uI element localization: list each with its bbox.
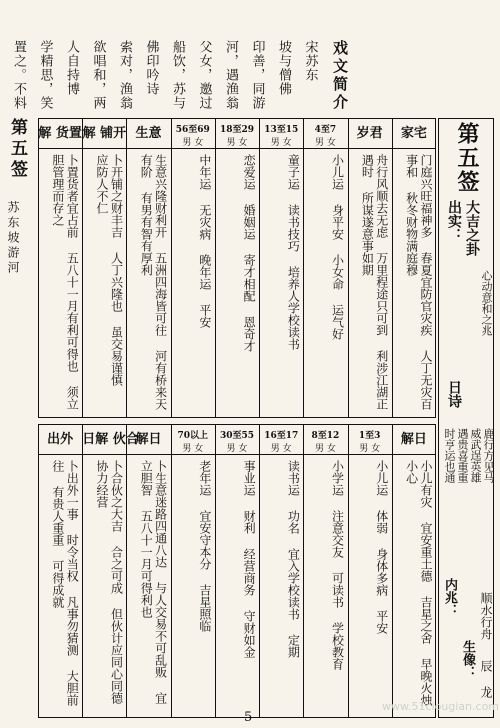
grid-header: 18至29	[219, 125, 255, 135]
grid-cell-text: 中年运 无灾病 晚年运 平安	[197, 154, 212, 328]
grid-cell-text: 生意兴隆财利开 五洲四海皆可往 河有桥来天有阶 有男有智有厚利	[139, 154, 168, 410]
poem-line: 威武逞英雄	[469, 428, 482, 483]
grid-divider	[126, 424, 127, 718]
grid-header: 解 货置	[38, 126, 82, 141]
grid-divider	[171, 424, 172, 718]
intro-line: 父女，邀过	[196, 40, 212, 110]
grid-cell-text: 小儿运 体弱 身体多病 平安	[374, 460, 389, 634]
banner-title: 戏文简介	[331, 40, 349, 112]
grid-divider	[392, 118, 393, 418]
grid-divider	[126, 118, 127, 418]
grid-cell-text: 老年运 宜安守本分 吉星照临	[197, 460, 212, 632]
grid-cell-text: 恋爱运 婚姻运 寄才相配 恩奇才	[242, 154, 257, 352]
grid-divider	[259, 118, 260, 418]
grid-divider	[348, 424, 349, 718]
poem-line: 时亨运也通	[443, 428, 456, 483]
intro-line: 索对，渔翁	[117, 40, 132, 110]
grid-header: 13至15	[264, 125, 299, 135]
grid-header: 日解 伙合	[82, 432, 139, 447]
intro-line: 置之。不料	[11, 40, 26, 110]
grid-cell-text: 门庭兴旺福神多 春夏宜防官灾疾 人丁无灾百事和 秋冬财物满庭穆	[404, 154, 433, 410]
intro-line: 佛印吟诗	[143, 40, 159, 96]
grid-divider	[303, 118, 304, 418]
grid-header: 出外	[47, 432, 74, 447]
poem-label: 出实：	[446, 200, 462, 242]
grid-cell-text: 卜出外一事 时令当权 凡事勿猜测 大胆前往 有贵人重重 可得成就	[50, 460, 80, 706]
intro-line: 宋苏东	[302, 40, 318, 82]
sign-name-left: 苏东坡游河	[6, 201, 20, 276]
grid-cell-text: 小学运 注意交友 可读书 学校教育	[330, 460, 345, 670]
grid-divider	[392, 424, 393, 718]
grid-subheader: 男 女	[315, 138, 336, 148]
grid-cell-text: 事业运 财利 经营商务 守财如金	[242, 460, 257, 658]
grid-header: 16至17	[264, 431, 299, 441]
grid-header: 生意	[135, 126, 162, 141]
picture-text: 辰 龙	[479, 660, 493, 698]
hidden-label: 内兆：	[442, 578, 457, 617]
grid-subheader: 男 女	[226, 444, 248, 454]
sign-rail	[5, 118, 35, 728]
poem-sub: 大吉之卦	[464, 200, 480, 256]
grid-cell-text: 舟行风顺去无虑 万里程途只可到 利涉江湖正遇时 所谋遂意事如期	[360, 154, 389, 410]
grid-cell-text: 读书运 功名 宜入学校读书 定期	[286, 460, 301, 658]
picture-label: 生像：	[460, 640, 475, 679]
grid-divider	[259, 424, 260, 718]
grid-cell-text: 卜生意迷路四通八达 与人交易不可乱贩 宜立胆智 五八十一月可得利也	[139, 460, 168, 704]
page-number: 5	[244, 710, 253, 725]
grid-cell-text: 卜开铺之财丰吉 人丁兴隆也 虽交易谨慎 应防人不仁	[95, 154, 124, 386]
grid-header: 30至55	[219, 431, 255, 441]
grid-cell-text: 卜合伙之大吉 合之可成 但伙计应同心同德 协力经营	[95, 460, 124, 704]
grid-subheader: 男 女	[315, 444, 336, 454]
grid-divider	[303, 424, 304, 718]
grid-subheader: 男 女	[182, 138, 204, 148]
watermark: www.51ciougian.com	[382, 700, 500, 713]
grid-divider	[215, 118, 216, 418]
grid-header: 岁君	[356, 126, 383, 141]
intro-line: 欲唱和，两	[90, 40, 106, 110]
grid-subheader: 男 女	[226, 138, 248, 148]
grid-subheader: 男 女	[359, 444, 381, 454]
hidden-text: 顺水行舟	[479, 592, 493, 640]
upper-cells	[38, 118, 436, 418]
grid-divider	[215, 424, 216, 718]
intro-line: 河，遇渔翁	[223, 40, 238, 110]
sign-number-left: 第五签	[7, 118, 27, 181]
grid-header: 解日	[400, 432, 427, 447]
grid-header: 70以上	[177, 431, 209, 441]
grid-subheader: 男 女	[182, 444, 204, 454]
grid-header: 解 铺开	[82, 126, 127, 141]
grid-header: 1至3	[358, 431, 381, 441]
grid-subheader: 男 女	[270, 444, 292, 454]
grid-divider	[348, 118, 349, 418]
grid-divider	[171, 118, 172, 418]
grid-header: 56至69	[175, 125, 210, 135]
grid-cell-text: 小儿有灾 宜安重土德 吉星之舍 早晚火烛小心	[404, 460, 433, 706]
intro-line: 人自持博	[64, 40, 79, 96]
poem-line: 鹿行方见马	[482, 428, 495, 483]
lower-cells	[38, 424, 436, 718]
poem-heart: 心动意和之兆	[480, 270, 493, 336]
grid-cell-text: 小儿运 身平安 小女命 运气好	[330, 154, 345, 340]
poem-line: 遇贵喜重重	[456, 428, 469, 483]
grid-subheader: 男 女	[270, 138, 292, 148]
grid-header: 解日	[135, 432, 162, 447]
poem-header: 日诗	[446, 380, 462, 408]
grid-cell-text: 童子运 读书技巧 培养人学校读书	[286, 154, 301, 350]
intro-line: 船饮，苏与	[170, 40, 185, 110]
grid-divider	[82, 424, 83, 718]
grid-header: 8至12	[311, 431, 340, 441]
intro-line: 坡与僧佛	[276, 40, 291, 96]
grid-cell-text: 卜置货者宜占前 五八十一月有利可得也 须立胆管理而存之	[50, 154, 80, 410]
intro-line: 学精思，笑	[37, 40, 53, 110]
sign-number: 第五签	[454, 122, 480, 194]
grid-header: 4至7	[314, 125, 337, 135]
grid-header: 家宅	[400, 126, 427, 141]
intro-block	[5, 40, 323, 112]
grid-divider	[82, 118, 83, 418]
intro-line: 印善，同游	[249, 40, 265, 110]
